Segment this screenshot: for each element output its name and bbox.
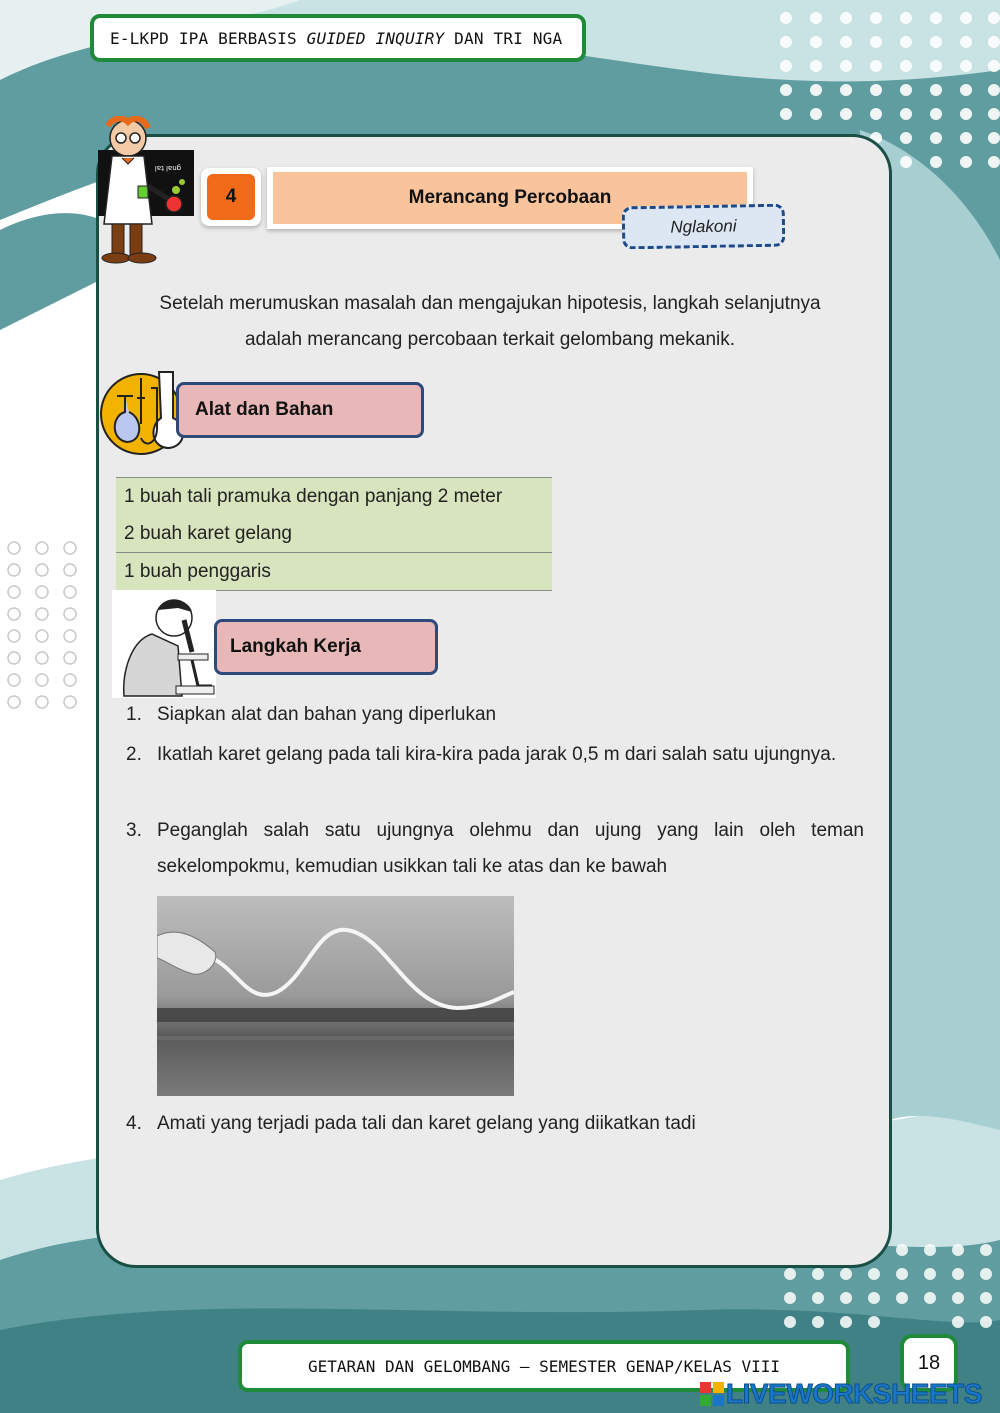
liveworksheets-logo-icon (700, 1382, 724, 1406)
page-number: 18 (900, 1334, 958, 1392)
materials-row (116, 478, 552, 516)
document-header (90, 14, 586, 62)
step-number: 2. (126, 744, 142, 765)
step-text: Siapkan alat dan bahan yang diperlukan (157, 704, 497, 725)
work-step (126, 697, 864, 733)
material-item: 1 buah penggaris (116, 553, 552, 591)
alat-bahan-label: Alat dan Bahan (176, 382, 424, 438)
work-step (126, 737, 864, 773)
header-italic: GUIDED INQUIRY (306, 28, 445, 48)
materials-row (116, 515, 552, 553)
rope-wave-photo (157, 896, 514, 1096)
mascot-board-text: gnal tal (154, 164, 182, 172)
document-footer: GETARAN DAN GELOMBANG – SEMESTER GENAP/KELAS VIII (238, 1340, 850, 1392)
step-text: Ikatlah karet gelang pada tali kira-kira pada jarak 0,5 m dari salah satu ujungnya. (157, 744, 837, 765)
step-text: Peganglah salah satu ujungnya olehmu dan ujung yang lain oleh teman sekelompokmu, kemudian usikkan tali ke atas dan ke bawah (157, 820, 864, 877)
step-number: 4. (126, 1113, 142, 1134)
scientist-mascot-icon (98, 116, 194, 266)
step-number: 1. (126, 704, 142, 725)
header-suffix: DAN TRI NGA (444, 28, 563, 48)
microscope-scientist-icon (112, 590, 216, 698)
nglakoni-tag: Nglakoni (622, 204, 786, 250)
header-prefix: E-LKPD IPA BERBASIS (110, 28, 307, 48)
watermark-text: LIVEWORKSHEETS (726, 1378, 982, 1409)
section-number: 4 (207, 174, 255, 220)
material-item: 1 buah tali pramuka dengan panjang 2 meter (116, 478, 552, 516)
section-number-box (201, 168, 261, 226)
liveworksheets-watermark (700, 1378, 982, 1410)
langkah-kerja-label: Langkah Kerja (214, 619, 438, 675)
step-number: 3. (126, 820, 142, 841)
materials-row (116, 553, 552, 591)
step-text: Amati yang terjadi pada tali dan karet gelang yang diikatkan tadi (157, 1113, 696, 1134)
intro-paragraph: Setelah merumuskan masalah dan mengajukan hipotesis, langkah selanjutnya adalah merancang percobaan terkait gelombang mekanik. (159, 293, 821, 350)
work-step (126, 813, 864, 885)
materials-table (116, 477, 552, 591)
material-item: 2 buah karet gelang (116, 515, 552, 553)
work-step (126, 1106, 864, 1142)
page-title: Merancang Percobaan (273, 172, 747, 224)
